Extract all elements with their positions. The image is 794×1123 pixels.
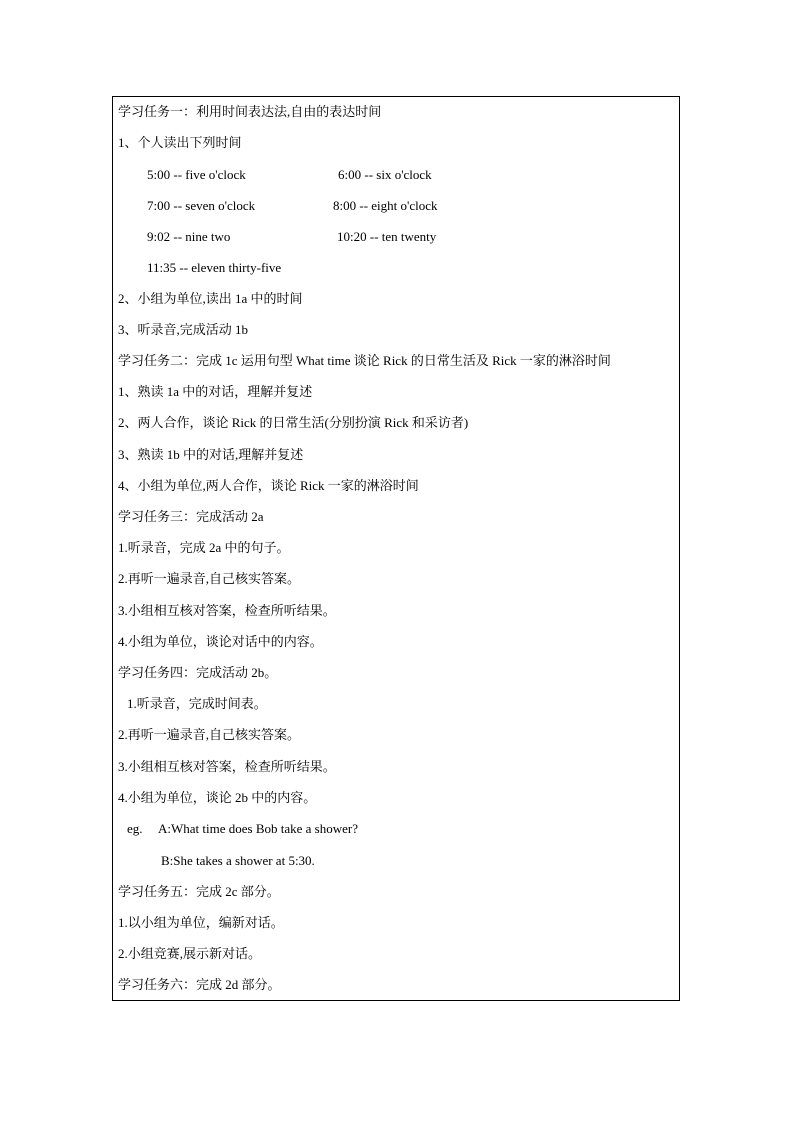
task4-title: 学习任务四：完成活动 2b。: [118, 665, 278, 680]
time-item: 9:02 -- nine two: [147, 229, 231, 244]
task2-title: 学习任务二：完成 1c 运用句型 What time 谈论 Rick 的日常生活及 Rick 一家的淋浴时间: [118, 353, 611, 368]
task3-title: 学习任务三：完成活动 2a: [118, 509, 264, 524]
task5-step2: 2.小组竞赛,展示新对话。: [118, 946, 262, 961]
task2-step1: 1、熟读 1a 中的对话，理解并复述: [118, 384, 313, 399]
task5-title: 学习任务五：完成 2c 部分。: [118, 884, 280, 899]
task2-step3: 3、熟读 1b 中的对话,理解并复述: [118, 447, 304, 462]
task4-step3: 3.小组相互核对答案，检查所听结果。: [118, 759, 336, 774]
task3-step1: 1.听录音，完成 2a 中的句子。: [118, 540, 290, 555]
task4-step2: 2.再听一遍录音,自己核实答案。: [118, 727, 301, 742]
task5-step1: 1.以小组为单位，编新对话。: [118, 915, 284, 930]
task3-step2: 2.再听一遍录音,自己核实答案。: [118, 571, 301, 586]
task1-step1: 1、个人读出下列时间: [118, 135, 242, 150]
task6-title: 学习任务六：完成 2d 部分。: [118, 977, 281, 992]
task2-step2: 2、两人合作，谈论 Rick 的日常生活(分别扮演 Rick 和采访者): [118, 415, 469, 430]
time-item: 8:00 -- eight o'clock: [333, 198, 438, 213]
time-item: 7:00 -- seven o'clock: [147, 198, 256, 213]
task1-step2: 2、小组为单位,读出 1a 中的时间: [118, 291, 303, 306]
task3-step4: 4.小组为单位，谈论对话中的内容。: [118, 634, 323, 649]
example-line-b: B:She takes a shower at 5:30.: [161, 853, 315, 868]
task2-step4: 4、小组为单位,两人合作，谈论 Rick 一家的淋浴时间: [118, 478, 419, 493]
example-line-a: A:What time does Bob take a shower?: [158, 821, 358, 836]
time-item: 6:00 -- six o'clock: [338, 167, 432, 182]
task4-step1: 1.听录音，完成时间表。: [127, 696, 267, 711]
time-item: 11:35 -- eleven thirty-five: [147, 260, 282, 275]
example-label: eg.: [127, 821, 143, 836]
task3-step3: 3.小组相互核对答案，检查所听结果。: [118, 603, 336, 618]
task1-title: 学习任务一：利用时间表达法,自由的表达时间: [118, 104, 382, 119]
time-item: 10:20 -- ten twenty: [337, 229, 437, 244]
task4-step4: 4.小组为单位，谈论 2b 中的内容。: [118, 790, 317, 805]
time-item: 5:00 -- five o'clock: [147, 167, 246, 182]
task1-step3: 3、听录音,完成活动 1b: [118, 322, 249, 337]
